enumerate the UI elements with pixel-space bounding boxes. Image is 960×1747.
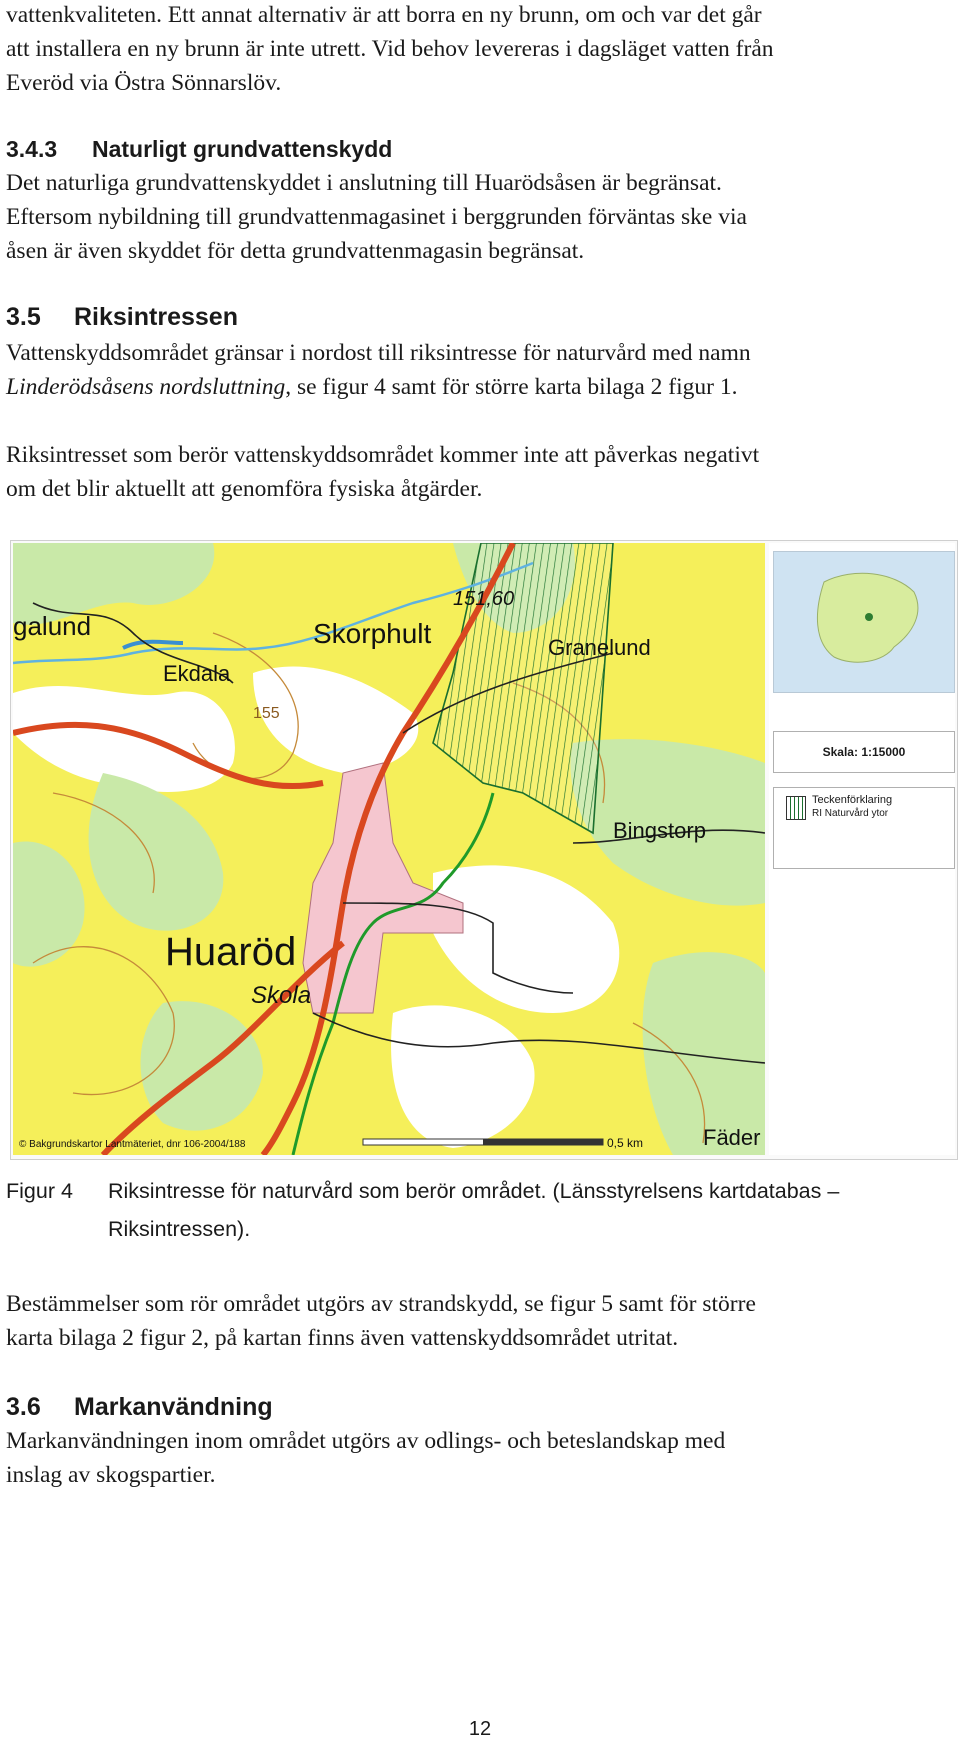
elevation-label: 151,60 xyxy=(453,588,515,610)
body-line: karta bilaga 2 figur 2, på kartan finns även vattenskyddsområdet utritat. xyxy=(6,1325,679,1351)
map-sidebar xyxy=(769,543,955,1155)
body-line: Bestämmelser som rör området utgörs av strandskydd, se figur 5 samt för större xyxy=(6,1291,756,1317)
place-label-granelund: Granelund xyxy=(548,635,651,660)
place-label-bingstorp: Bingstorp xyxy=(613,818,706,843)
section-3-6-body xyxy=(6,1424,946,1492)
place-label-huarod: Huaröd xyxy=(165,930,297,974)
place-label-fader: Fäder xyxy=(703,1125,761,1150)
heading-title: Markanvändning xyxy=(74,1393,273,1421)
heading-3-5 xyxy=(6,300,946,334)
intro-paragraph xyxy=(6,0,946,100)
overview-map-graphic xyxy=(774,552,954,692)
intro-line-3: Everöd via Östra Sönnarslöv. xyxy=(6,70,282,96)
page-number: 12 xyxy=(468,1718,492,1740)
heading-title: Riksintressen xyxy=(74,303,238,331)
elevation-label: 155 xyxy=(253,705,280,722)
intro-line-1: vattenkvaliteten. Ett annat alternativ är att borra en ny brunn, om och var det går xyxy=(6,2,762,28)
map-scale-box: Skala: 1:15000 xyxy=(773,731,955,773)
caption-line: Riksintresse för naturvård som berör området. (Länsstyrelsens kartdatabas – xyxy=(108,1179,840,1203)
strandskydd-paragraph xyxy=(6,1287,946,1355)
legend-swatch xyxy=(786,796,806,820)
caption-line: Riksintressen). xyxy=(108,1217,251,1241)
place-label-skola: Skola xyxy=(251,982,312,1009)
heading-number: 3.6 xyxy=(6,1393,41,1421)
overview-marker xyxy=(865,613,873,621)
map-graphic xyxy=(13,543,765,1155)
body-line: Linderödsåsens nordsluttning, se figur 4 samt för större karta bilaga 2 figur 1. xyxy=(6,374,738,400)
map-figure xyxy=(10,540,958,1160)
figure-label: Figur 4 xyxy=(6,1179,73,1203)
body-line: Eftersom nybildning till grundvattenmagasinet i berggrunden förväntas ske via xyxy=(6,204,747,230)
legend-title: Teckenförklaring xyxy=(812,794,893,806)
heading-3-6 xyxy=(6,1390,946,1424)
body-line: åsen är även skyddet för detta grundvattenmagasin begränsat. xyxy=(6,238,585,264)
scalebar-segment xyxy=(483,1139,603,1145)
figure-caption-text xyxy=(108,1172,944,1248)
intro-line-2: att installera en ny brunn är inte utrett. Vid behov levereras i dagsläget vatten från xyxy=(6,36,774,62)
map-copyright: © Bakgrundskartor Lantmäteriet, dnr 106-2004/188 xyxy=(19,1139,246,1150)
body-line: Vattenskyddsområdet gränsar i nordost till riksintresse för naturvård med namn xyxy=(6,340,751,366)
place-label-skorphult: Skorphult xyxy=(313,618,432,649)
body-line: Markanvändningen inom området utgörs av odlings- och beteslandskap med xyxy=(6,1428,726,1454)
body-line: om det blir aktuellt att genomföra fysiska åtgärder. xyxy=(6,476,483,502)
riksintresse-name: Linderödsåsens nordsluttning xyxy=(6,374,286,400)
body-line: inslag av skogspartier. xyxy=(6,1462,216,1488)
heading-3-4-3 xyxy=(6,132,946,166)
topographic-map xyxy=(13,543,765,1155)
section-3-4-3-body xyxy=(6,166,946,268)
place-label-galund: galund xyxy=(13,611,92,641)
heading-number: 3.4.3 xyxy=(6,136,58,162)
heading-number: 3.5 xyxy=(6,303,41,331)
scalebar-label: 0,5 km xyxy=(607,1136,644,1150)
section-3-5-paragraph-2 xyxy=(6,438,946,506)
section-3-5-paragraph-1 xyxy=(6,336,946,404)
map-legend xyxy=(773,787,955,869)
body-line: Riksintresset som berör vattenskyddsområdet kommer inte att påverkas negativt xyxy=(6,442,760,468)
body-line: Det naturliga grundvattenskyddet i anslutning till Huarödsåsen är begränsat. xyxy=(6,170,722,196)
legend-item: RI Naturvård ytor xyxy=(812,808,889,819)
place-label-ekdala: Ekdala xyxy=(163,661,231,686)
heading-title: Naturligt grundvattenskydd xyxy=(92,136,393,162)
overview-map xyxy=(773,551,955,693)
